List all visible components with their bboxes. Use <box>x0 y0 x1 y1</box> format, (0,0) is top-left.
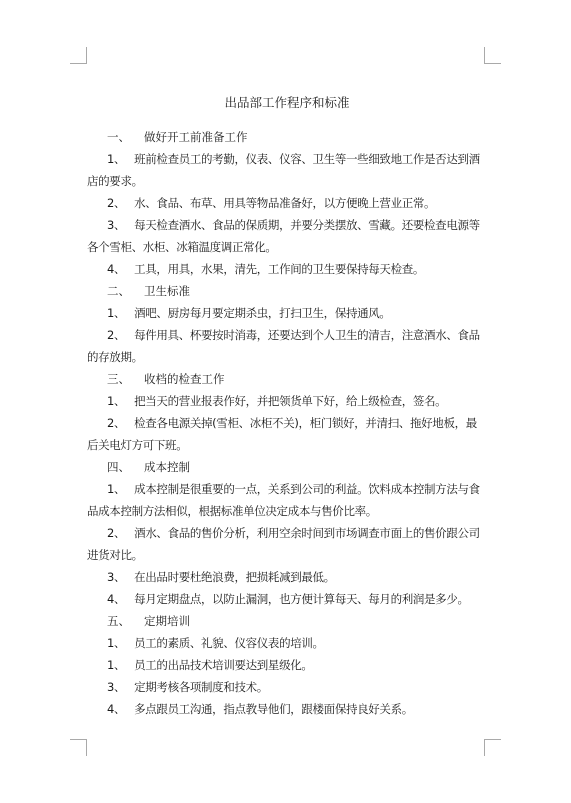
document-body <box>87 94 487 720</box>
list-item <box>87 258 487 280</box>
list-item <box>87 148 487 192</box>
crop-mark-top-left <box>70 63 87 64</box>
section-title: 成本控制 <box>144 460 190 474</box>
crop-mark-bottom-left-vertical <box>86 739 87 756</box>
section-number: 三、 <box>107 372 130 386</box>
list-item <box>87 214 487 258</box>
section-title: 收档的检查工作 <box>144 372 225 386</box>
item-text: 工具，用具，水果，清先，工作间的卫生要保持每天检查。 <box>134 262 425 276</box>
item-number: 4、 <box>107 262 126 276</box>
item-text: 每件用具、杯要按时消毒，还要达到个人卫生的清吉，注意酒水、食品的存放期。 <box>87 328 480 364</box>
section-heading <box>87 280 487 302</box>
list-item <box>87 192 487 214</box>
item-text: 酒水、食品的售价分析，利用空余时间到市场调查市面上的售价跟公司进货对比。 <box>87 526 480 562</box>
list-item <box>87 478 487 522</box>
item-text: 班前检查员工的考勤，仪表、仪容、卫生等一些细致地工作是否达到酒店的要求。 <box>87 152 480 188</box>
document-title: 出品部工作程序和标准 <box>224 95 350 110</box>
item-number: 1、 <box>107 658 126 672</box>
list-item <box>87 412 487 456</box>
item-text: 把当天的营业报表作好，并把领货单下好，给上级检查，签名。 <box>134 394 447 408</box>
item-text: 每天检查酒水、食品的保质期，并要分类摆放、雪藏。还要检查电源等各个雪柜、水柜、冰箱温度调正常化。 <box>87 218 480 254</box>
item-number: 3、 <box>107 570 126 584</box>
item-text: 员工的素质、礼貌、仪容仪表的培训。 <box>134 636 324 650</box>
item-number: 1、 <box>107 482 126 496</box>
item-number: 3、 <box>107 680 126 694</box>
list-item <box>87 654 487 676</box>
crop-mark-top-right <box>484 63 501 64</box>
item-number: 2、 <box>107 416 126 430</box>
section-number: 二、 <box>107 284 130 298</box>
item-number: 2、 <box>107 328 126 342</box>
section-number: 四、 <box>107 460 130 474</box>
list-item <box>87 390 487 412</box>
item-text: 多点跟员工沟通，指点教导他们，跟楼面保持良好关系。 <box>134 702 413 716</box>
item-text: 水、食品、布草、用具等物品准备好，以方便晚上营业正常。 <box>134 196 436 210</box>
item-text: 员工的出品技术培训要达到星级化。 <box>134 658 313 672</box>
item-number: 4、 <box>107 592 126 606</box>
item-number: 4、 <box>107 702 126 716</box>
section-heading <box>87 368 487 390</box>
section-title: 做好开工前准备工作 <box>144 130 248 144</box>
item-number: 1、 <box>107 394 126 408</box>
item-number: 1、 <box>107 306 126 320</box>
section-number: 五、 <box>107 614 130 628</box>
crop-mark-top-left-vertical <box>86 47 87 64</box>
item-text: 在出品时要杜绝浪费，把损耗减到最低。 <box>134 570 335 584</box>
list-item <box>87 698 487 720</box>
section-title: 定期培训 <box>144 614 190 628</box>
item-number: 1、 <box>107 152 126 166</box>
list-item <box>87 324 487 368</box>
item-number: 3、 <box>107 218 126 232</box>
item-text: 每月定期盘点，以防止漏洞，也方便计算每天、每月的利润是多少。 <box>134 592 469 606</box>
item-text: 定期考核各项制度和技术。 <box>134 680 268 694</box>
section-heading <box>87 456 487 478</box>
section-title: 卫生标准 <box>144 284 190 298</box>
crop-mark-bottom-right <box>484 739 501 740</box>
list-item <box>87 522 487 566</box>
section-heading <box>87 126 487 148</box>
item-number: 1、 <box>107 636 126 650</box>
item-text: 检查各电源关掉(雪柜、冰柜不关)，柜门锁好，并清扫、拖好地板，最后关电灯方可下班。 <box>87 416 477 452</box>
crop-mark-bottom-right-vertical <box>484 739 485 756</box>
item-number: 2、 <box>107 526 126 540</box>
section-number: 一、 <box>107 130 130 144</box>
list-item <box>87 632 487 654</box>
crop-mark-top-right-vertical <box>484 47 485 64</box>
section-heading <box>87 610 487 632</box>
crop-mark-bottom-left <box>70 739 87 740</box>
list-item <box>87 588 487 610</box>
item-text: 酒吧、厨房每月要定期杀虫，打扫卫生，保持通风。 <box>134 306 391 320</box>
item-text: 成本控制是很重要的一点，关系到公司的利益。饮料成本控制方法与食品成本控制方法相似，根据标准单位决定成本与售价比率。 <box>87 482 480 518</box>
list-item <box>87 566 487 588</box>
list-item <box>87 676 487 698</box>
list-item <box>87 302 487 324</box>
item-number: 2、 <box>107 196 126 210</box>
